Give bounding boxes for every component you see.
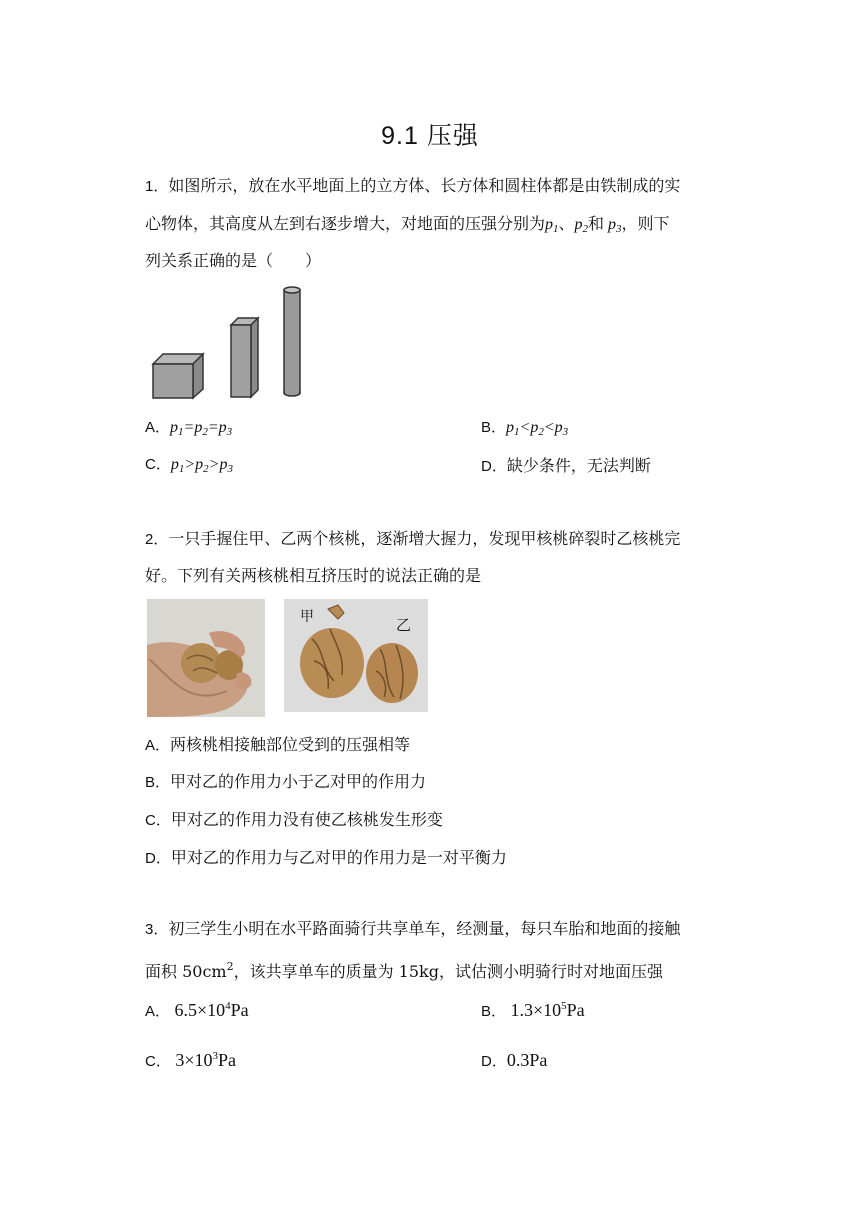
q2-line-2: 好。下列有关两核桃相互挤压时的说法正确的是 bbox=[145, 566, 482, 585]
q1-number: 1． bbox=[145, 178, 169, 195]
q2-option-c[interactable]: C．甲对乙的作用力没有使乙核桃发生形变 bbox=[145, 810, 443, 829]
p1-symbol: $p_1$ bbox=[545, 216, 559, 235]
cylinder-icon bbox=[284, 287, 300, 396]
walnut-label-yi: 乙 bbox=[396, 616, 412, 634]
cuboid-icon bbox=[231, 318, 258, 397]
q1-option-d[interactable]: D．缺少条件，无法判断 bbox=[481, 456, 651, 475]
q3-line-1: 3．初三学生小明在水平路面骑行共享单车，经测量，每只车胎和地面的接触 bbox=[145, 919, 681, 938]
q1-line-2: 心物体，其高度从左到右逐步增大，对地面的压强分别为$p_1$、$p_2$和 $p_3$，则下 bbox=[145, 214, 670, 235]
q1-option-a[interactable]: A．$p_1=p_2=p_3$ bbox=[145, 419, 233, 438]
q2-option-d[interactable]: D．甲对乙的作用力与乙对甲的作用力是一对平衡力 bbox=[145, 848, 507, 867]
q3-option-c[interactable]: C． $3\times 10^3Pa$ bbox=[145, 1050, 236, 1070]
q2-option-a[interactable]: A．两核桃相接触部位受到的压强相等 bbox=[145, 735, 411, 754]
q3-option-b[interactable]: B． $1.3\times 10^5Pa$ bbox=[481, 1000, 585, 1020]
q3-line-2: 面积 $50cm^2$，该共享单车的质量为 15kg，试估测小明骑行时对地面压强 bbox=[145, 960, 663, 981]
q2-line-1: 2．一只手握住甲、乙两个核桃，逐渐增大握力，发现甲核桃碎裂时乙核桃完 bbox=[145, 529, 681, 548]
solids-figure bbox=[145, 280, 315, 402]
walnut-label-jia: 甲 bbox=[300, 609, 314, 625]
q2-number: 2． bbox=[145, 531, 169, 548]
q1-line-1: 1．如图所示，放在水平地面上的立方体、长方体和圆柱体都是由铁制成的实 bbox=[145, 176, 681, 195]
q3-number: 3． bbox=[145, 921, 169, 938]
q3-option-d[interactable]: D．0.3Pa bbox=[481, 1050, 548, 1070]
hand-walnut-photo bbox=[147, 599, 265, 717]
q2-option-b[interactable]: B．甲对乙的作用力小于乙对甲的作用力 bbox=[145, 772, 427, 791]
q1-option-b[interactable]: B．$p_1<p_2<p_3$ bbox=[481, 419, 569, 438]
p3-symbol: $p_3$ bbox=[604, 216, 622, 235]
q1-line-3: 列关系正确的是（ ） bbox=[145, 251, 322, 270]
q3-option-a[interactable]: A． $6.5\times 10^4Pa$ bbox=[145, 1000, 249, 1020]
cube-icon bbox=[153, 354, 203, 398]
q1-option-c[interactable]: C．$p_1>p_2>p_3$ bbox=[145, 456, 233, 475]
p2-symbol: $p_2$ bbox=[574, 216, 589, 235]
page-title: 9.1 压强 bbox=[381, 122, 479, 150]
